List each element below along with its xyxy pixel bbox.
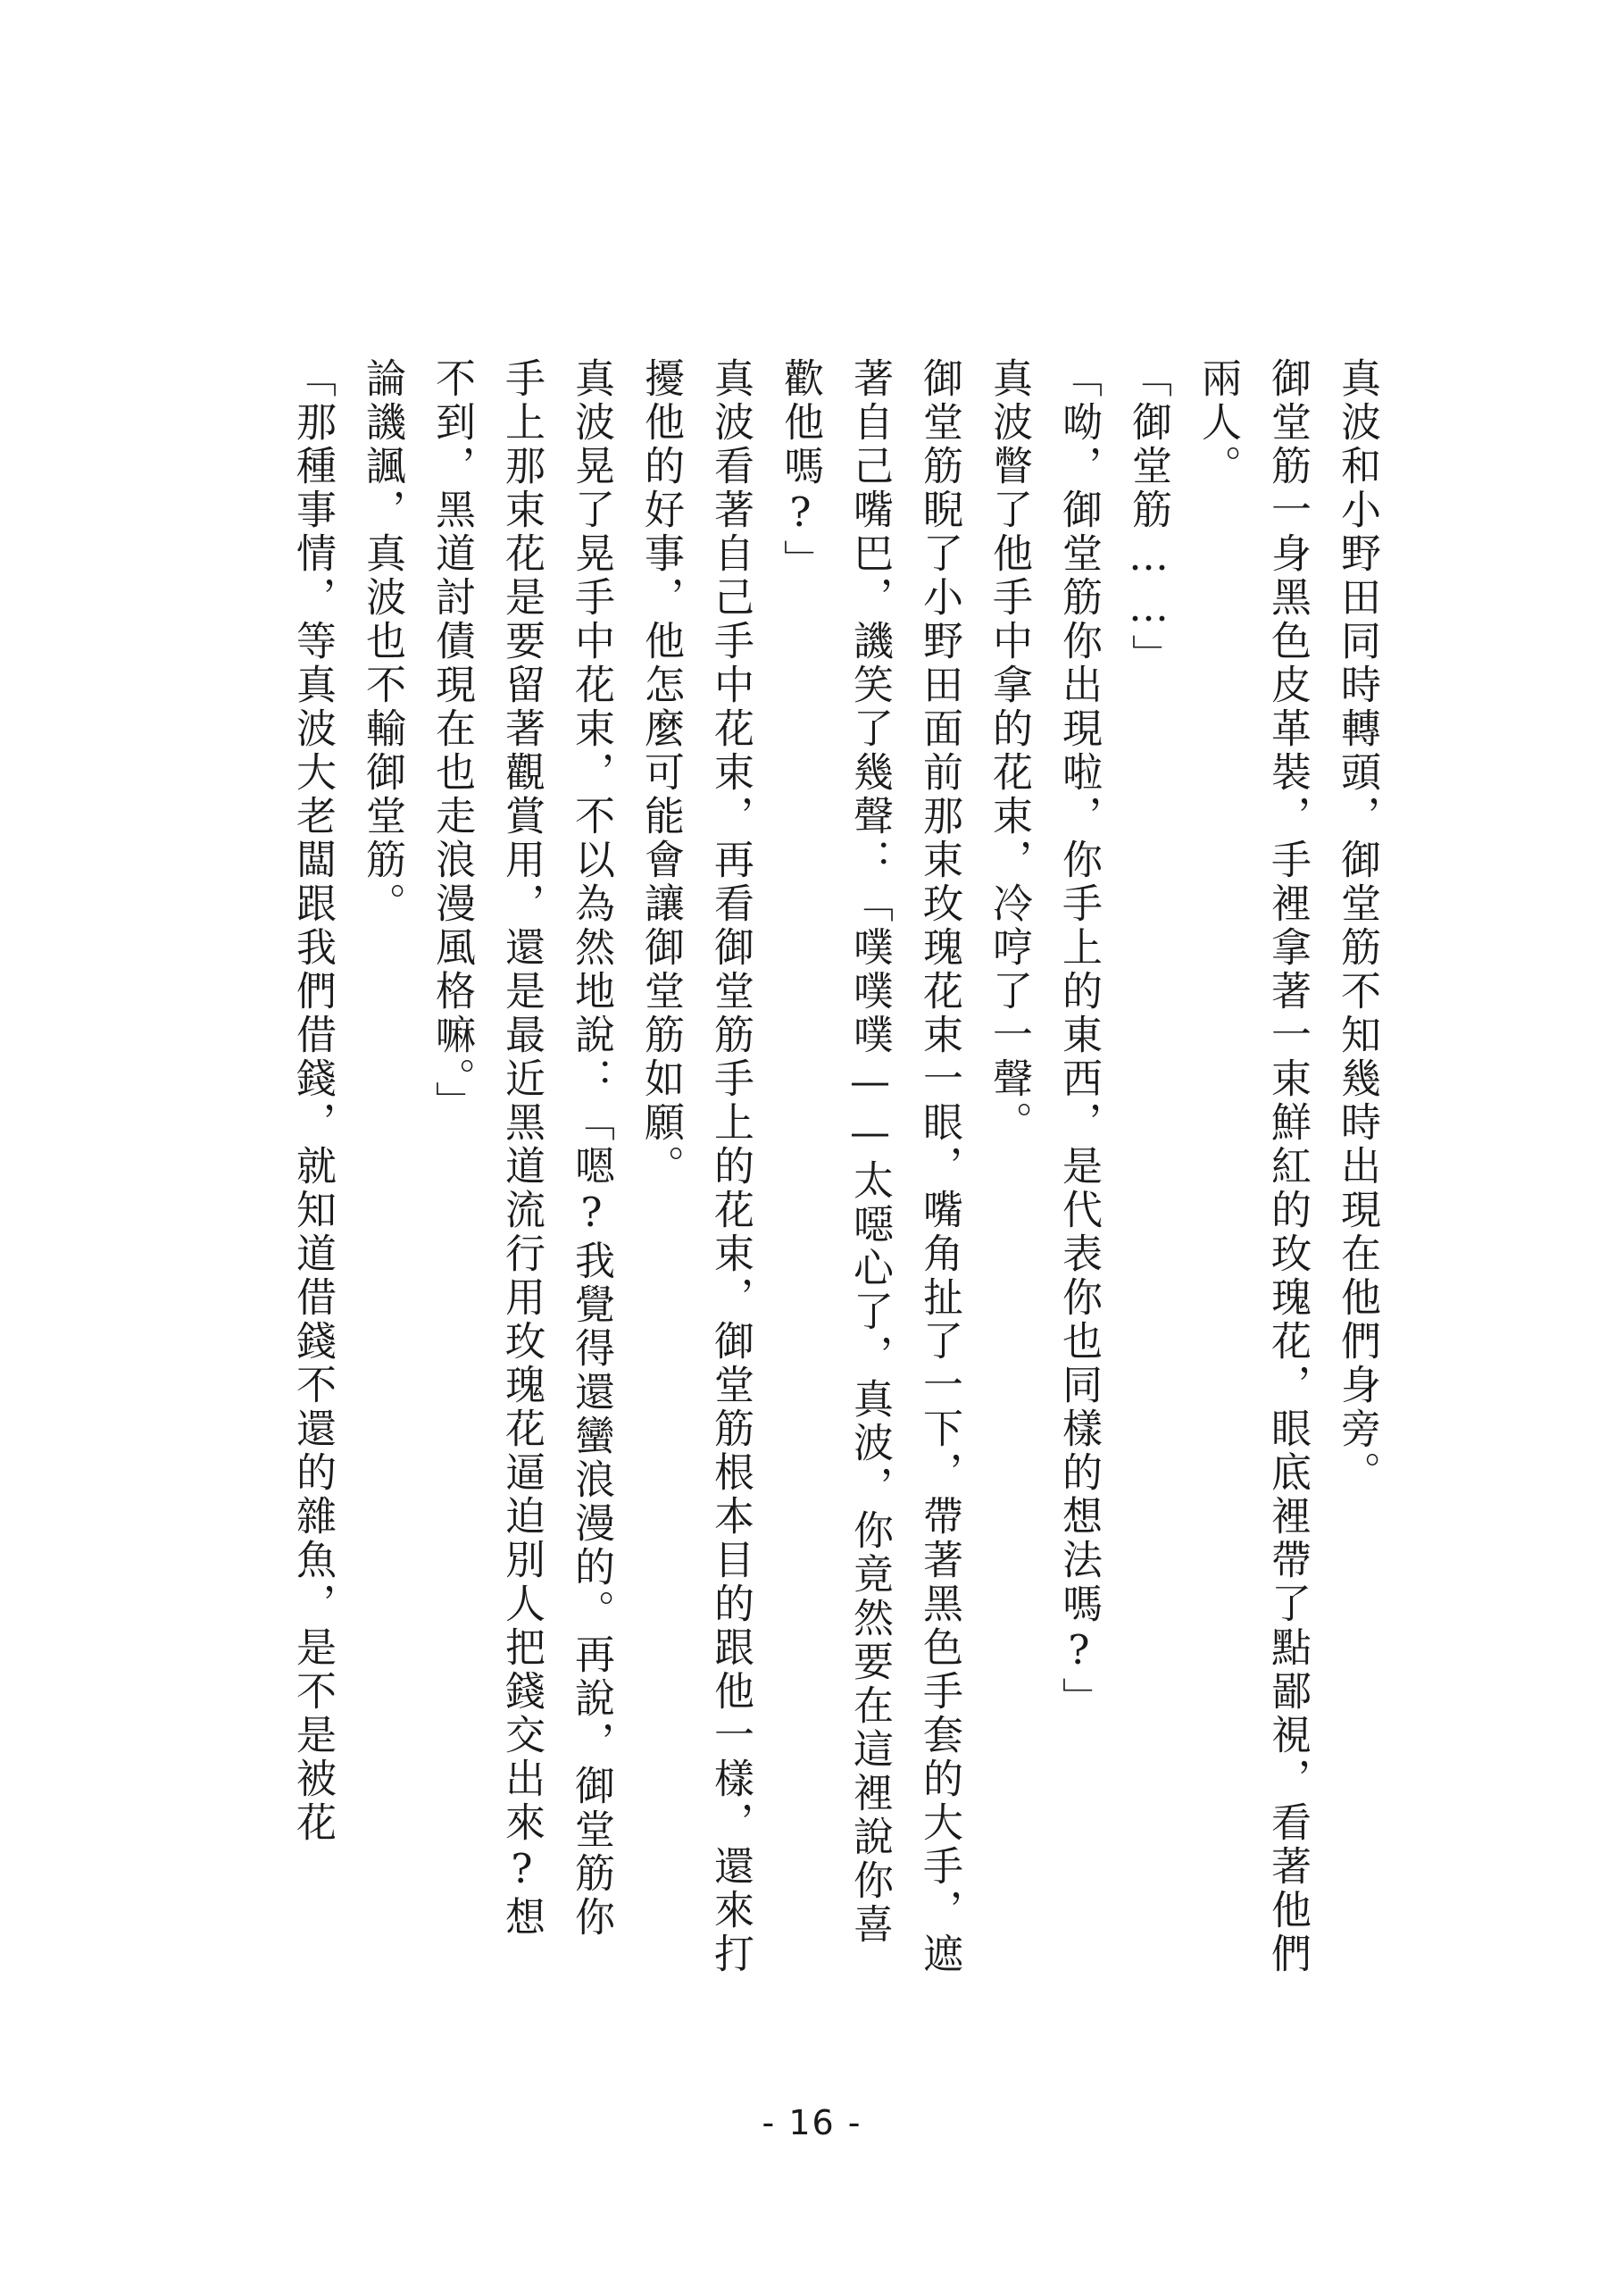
paragraph: 真波瞥了他手中拿的花束，冷哼了一聲。 xyxy=(986,357,1033,1145)
paragraph: 御堂筋睨了小野田面前那束玫瑰花束一眼，嘴角扯了一下，帶著黑色手套的大手，遮著自己嘴巴，譏笑了幾聲：「噗噗噗——太噁心了，真波，你竟然要在這裡說你喜歡他嗎?」 xyxy=(777,357,963,1976)
paragraph: 真波晃了晃手中花束，不以為然地說：「嗯?我覺得還蠻浪漫的。再說，御堂筋你手上那束花是要留著觀賞用，還是最近黑道流行用玫瑰花逼迫別人把錢交出來?想不到，黑道討債現在也走浪漫風格嘛。」 xyxy=(429,357,615,1940)
page-number: - 16 - xyxy=(762,2103,862,2142)
vertical-text-body xyxy=(278,357,1392,1983)
paragraph: 真波看著自己手中花束，再看御堂筋手上的花束，御堂筋根本目的跟他一樣，還來打擾他的好事，他怎麼可能會讓御堂筋如願。 xyxy=(637,357,754,1976)
paragraph: 論譏諷，真波也不輸御堂筋。 xyxy=(359,357,406,926)
paragraph: 「那種事情，等真波大老闆跟我們借錢，就知道借錢不還的雜魚，是不是被花 xyxy=(289,357,337,1845)
paragraph: 御堂筋一身黑色皮革裝，手裡拿著一束鮮紅的玫瑰花，眼底裡帶了點鄙視，看著他們兩人。 xyxy=(1195,357,1312,1976)
paragraph: 「御堂筋……」 xyxy=(1125,357,1172,678)
paragraph: 「呦，御堂筋你出現啦，你手上的東西，是代表你也同樣的想法嗎?」 xyxy=(1055,357,1103,1721)
paragraph: 真波和小野田同時轉頭，御堂筋不知幾時出現在他們身旁。 xyxy=(1334,357,1381,1495)
